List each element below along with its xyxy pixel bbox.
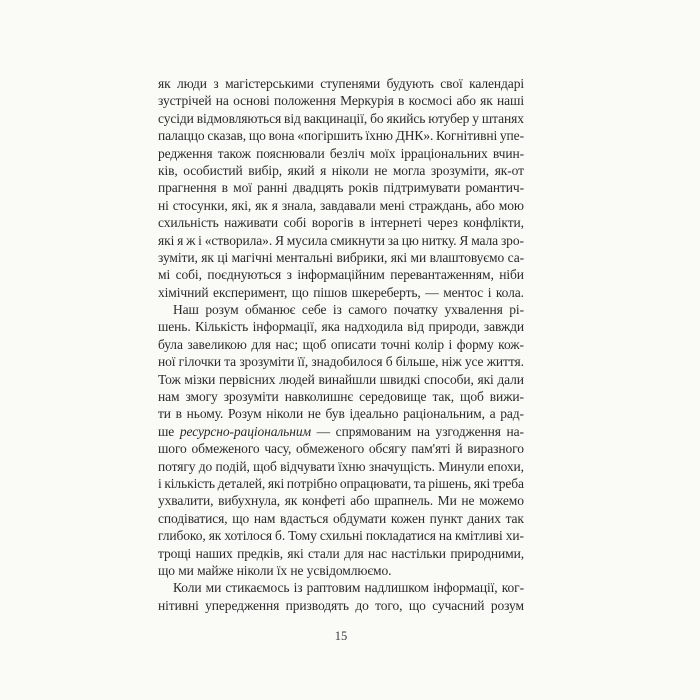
text-line: шень. Кількість інформації, яка надходила від природи, завжди (158, 319, 524, 335)
text-line: ні стосунки, які, як я знала, завдавали мені страждань, або мою (158, 197, 524, 213)
text-line: сподіватися, що нам вдасться обдумати кожен пункт даних так (158, 510, 524, 526)
text-line: ухвалити, вибухнула, як конфеті або шрапнель. Ми не можемо (158, 493, 524, 509)
text-line: ти в ньому. Розум ніколи не був ідеально раціональним, а рад- (158, 406, 524, 422)
text-line: і кількість деталей, які потрібно опрацювати, та рішень, які треба (158, 475, 524, 491)
text-line: ної гілочки та зрозуміти її, знадобилося б більше, ніж усе життя. (158, 354, 524, 370)
text-line: схильність наживати собі ворогів в інтернеті через конфлікти, (158, 215, 524, 231)
text-line: що ми майже ніколи їх не усвідомлюємо. (158, 562, 392, 578)
text-line: мі собі, поєднуються з інформаційним перевантаженням, ніби (158, 267, 524, 283)
text-line: ше ресурсно-раціональним — спрямованим на узгодження на- (158, 423, 524, 439)
text-line: Тож мізки первісних людей винайшли швидкі способи, які дали (158, 371, 524, 387)
text-line: Наш розум обманює себе із самого початку ухвалення рі- (173, 302, 524, 318)
text-line: як люди з магістерськими ступенями будують свої календарі (158, 76, 524, 91)
text-line: палаццо сказав, що вона «погіршить їхню ДНК». Когнітивні упе- (158, 128, 524, 144)
text-line: зуміти, як ці магічні ментальні вибрики, які ми влаштовуємо са- (158, 249, 524, 265)
text-line: трощі наших предків, які стали для нас настільки природними, (158, 545, 524, 561)
text-line: прагнення в мої ранні двадцять років підтримувати романтич- (158, 180, 524, 196)
text-line: нам змогу зрозуміти навколишнє середовище так, щоб вижи- (158, 389, 524, 405)
text-line: ків, особистий вибір, який я ніколи не могла зрозуміти, як-от (158, 162, 524, 178)
text-line: хімічний експеримент, що пішов шкереберть, — ментос і кола. (158, 284, 524, 300)
page-number: 15 (334, 629, 348, 643)
text-line: які я ж і «створила». Я мусила смикнути за цю нитку. Я мала зро- (158, 232, 524, 248)
text-line: зустрічей на основі положення Меркурія в космосі або як наші (158, 93, 524, 109)
text-line: Коли ми стикаємось із раптовим надлишком інформації, ког- (173, 580, 524, 596)
text-line: глибоко, як хотілося б. Тому схильні покладатися на кмітливі хи- (158, 528, 524, 544)
text-line: шого обмеженого часу, обмеженого обсягу пам'яті й виразного (158, 441, 524, 457)
text-line: потягу до подій, щоб відчувати їхню значущість. Минули епохи, (158, 458, 524, 474)
text-line: нітивні упередження призводять до того, що сучасний розум (158, 597, 524, 613)
body-text (158, 75, 524, 614)
text-line: сусіди відмовляються від вакцинації, бо якийсь ютубер у штанях (158, 110, 524, 126)
text-line: редження також пояснювали безліч моїх ірраціональних вчин- (158, 145, 524, 161)
text-line: була завеликою для нас; щоб описати точні колір і форму кож- (158, 336, 524, 352)
